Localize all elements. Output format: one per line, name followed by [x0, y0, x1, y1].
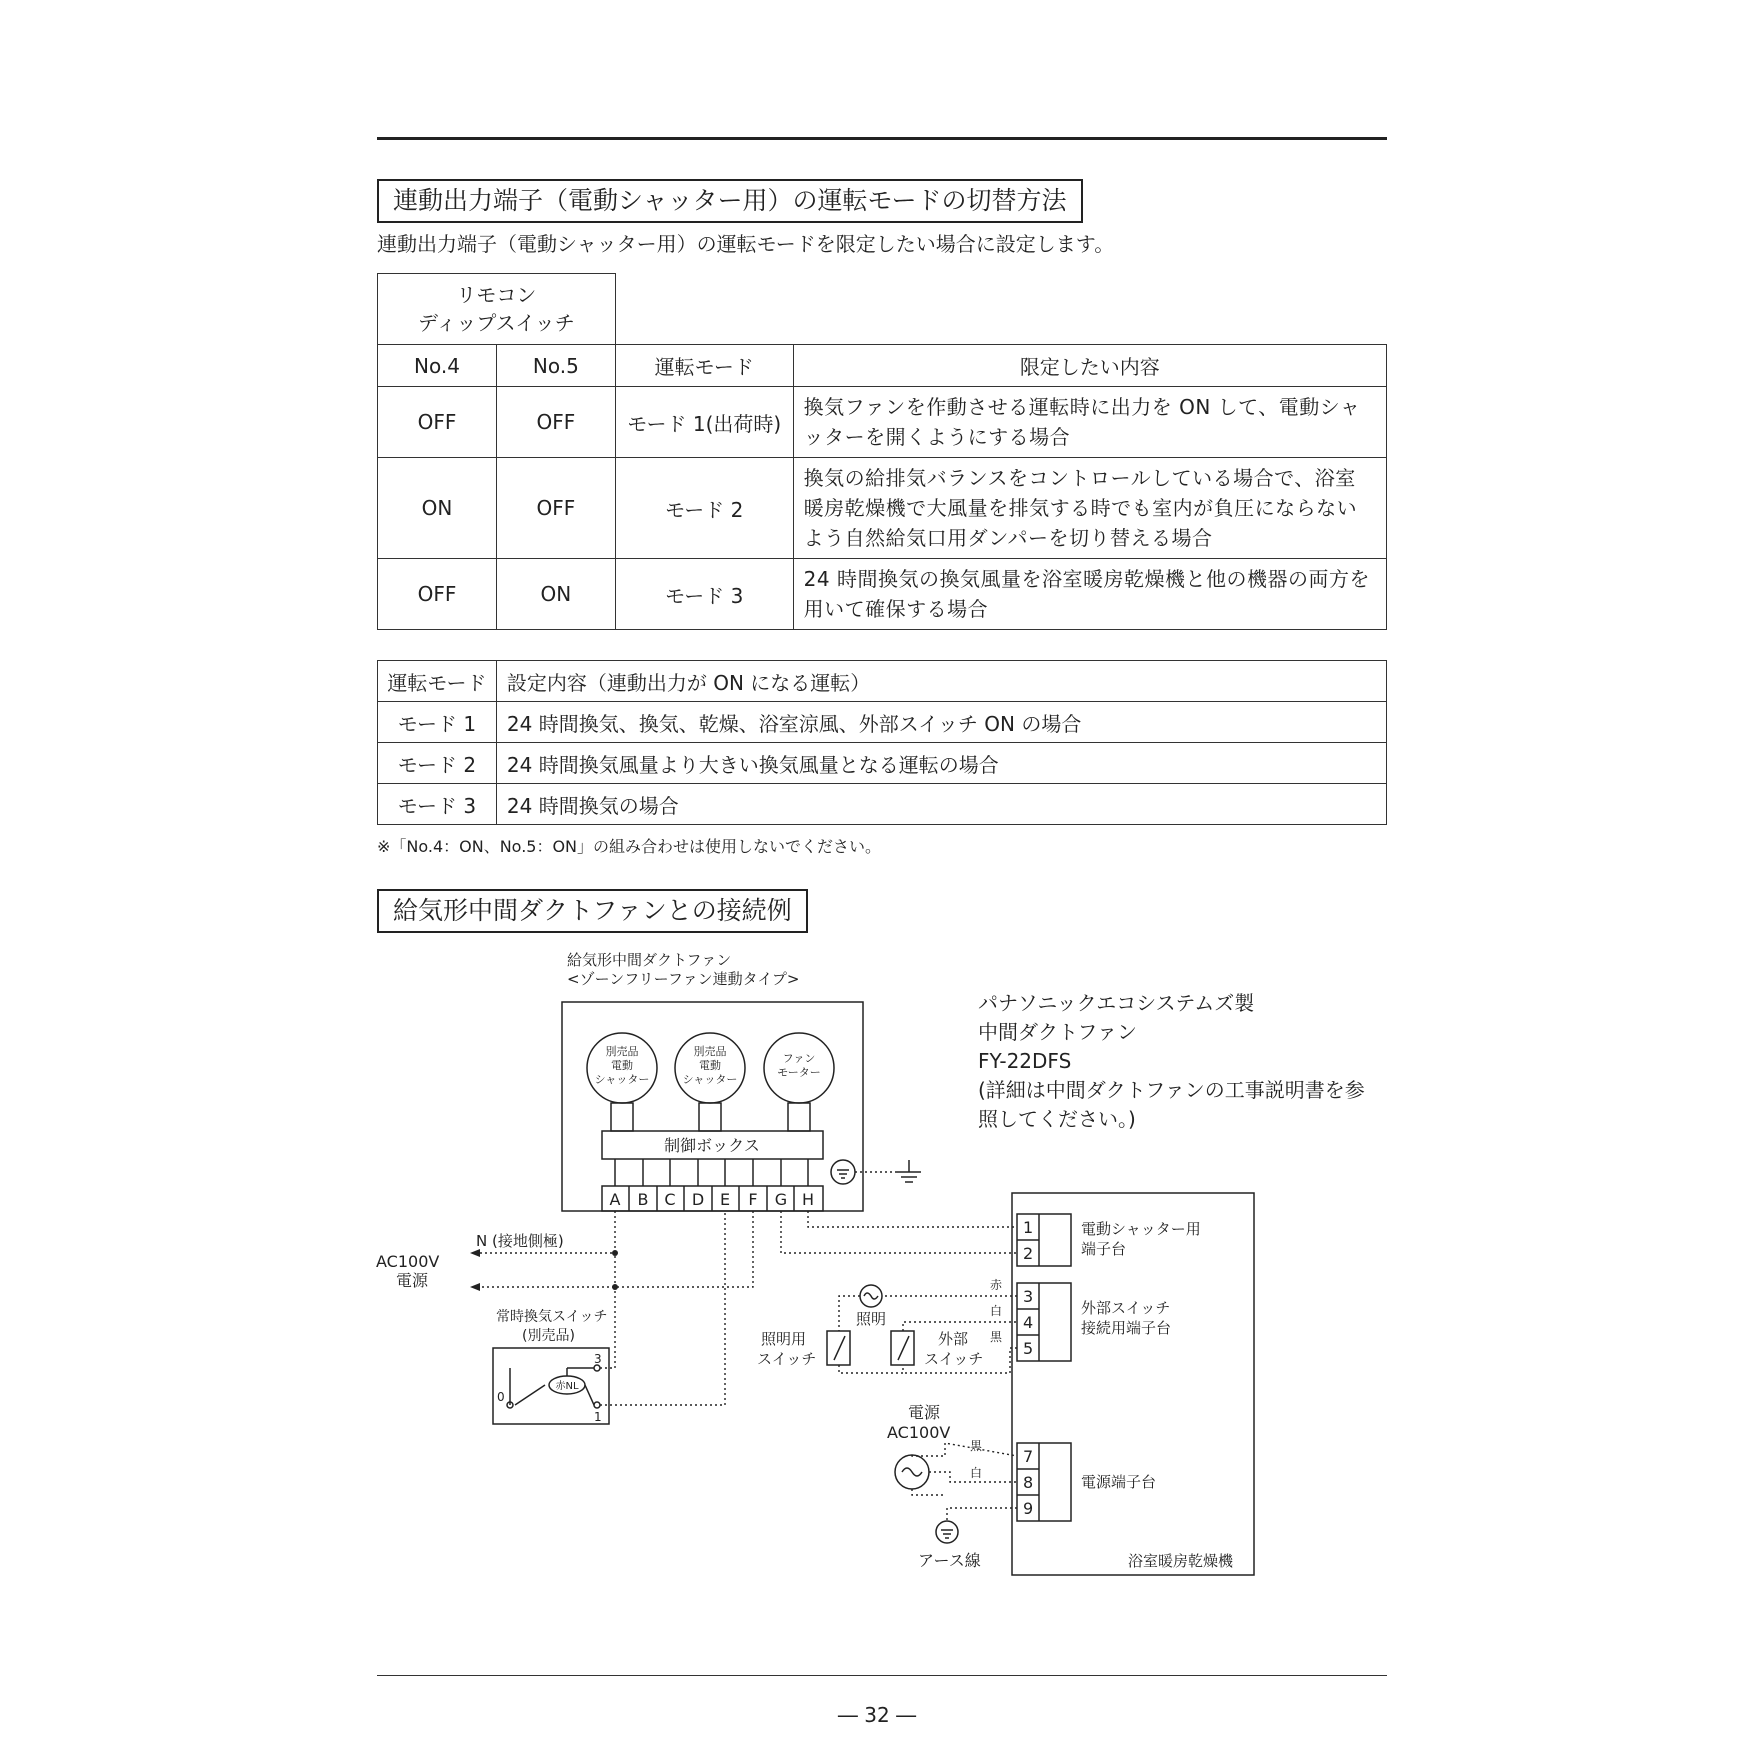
- control-box-label: 制御ボックス: [664, 1136, 760, 1155]
- header-purpose: 限定したい内容: [793, 345, 1386, 387]
- header-mode: 運転モード: [378, 661, 497, 702]
- earth-icon: [936, 1521, 958, 1543]
- table-row: モード 3 24 時間換気の場合: [378, 784, 1387, 825]
- vent-switch-label-line2: (別売品): [522, 1328, 575, 1344]
- vent-switch-label-line1: 常時換気スイッチ: [496, 1309, 608, 1325]
- header-no4: No.4: [378, 345, 497, 387]
- svg-text:外部スイッチ: 外部スイッチ: [1081, 1299, 1171, 1317]
- svg-text:黒: 黒: [990, 1330, 1003, 1344]
- section-title-connection: 給気形中間ダクトファンとの接続例: [377, 889, 808, 933]
- svg-text:照明用: 照明用: [761, 1330, 807, 1348]
- bath-dryer-unit-box: [1012, 1193, 1254, 1575]
- svg-text:9: 9: [1023, 1499, 1034, 1518]
- table-row: ON OFF モード 2 換気の給排気バランスをコントロールしている場合で、浴室暖房乾燥機で大風量を排気する時でも室内が負圧にならないよう自然給気口用ダンパーを切り替える場合: [378, 458, 1387, 559]
- svg-text:2: 2: [1023, 1244, 1034, 1263]
- product-line: 照してください。): [978, 1107, 1136, 1131]
- unit-name: 浴室暖房乾燥機: [1128, 1552, 1234, 1570]
- svg-text:赤NL: 赤NL: [555, 1381, 579, 1392]
- svg-text:シャッター: シャッター: [594, 1073, 650, 1086]
- svg-text:端子台: 端子台: [1081, 1240, 1127, 1258]
- svg-text:黒: 黒: [970, 1439, 983, 1453]
- page-number: ― 32 ―: [837, 1703, 917, 1727]
- svg-text:F: F: [748, 1190, 758, 1209]
- svg-text:C: C: [664, 1190, 676, 1209]
- svg-text:A: A: [609, 1190, 621, 1209]
- ac-label-line1: AC100V: [376, 1252, 440, 1271]
- section-title-mode-switch: 連動出力端子（電動シャッター用）の運転モードの切替方法: [377, 179, 1083, 223]
- product-line: パナソニックエコシステムズ製: [978, 991, 1255, 1015]
- power-label-line2: AC100V: [887, 1423, 951, 1442]
- table-row: OFF OFF モード 1(出荷時) 換気ファンを作動させる運転時に出力を ON して、電動シャッターを開くようにする場合: [378, 387, 1387, 458]
- section-intro: 連動出力端子（電動シャッター用）の運転モードを限定したい場合に設定します。: [377, 232, 1115, 256]
- svg-text:1: 1: [1023, 1218, 1034, 1237]
- earth-label: アース線: [918, 1551, 981, 1570]
- svg-text:4: 4: [1023, 1313, 1034, 1332]
- svg-text:0: 0: [497, 1390, 505, 1404]
- product-line: (詳細は中間ダクトファンの工事説明書を参: [978, 1078, 1365, 1102]
- usage-note: ※「No.4：ON、No.5：ON」の組み合わせは使用しないでください。: [377, 837, 882, 856]
- n-label: N (接地側極): [476, 1232, 564, 1250]
- svg-text:スイッチ: スイッチ: [757, 1350, 817, 1368]
- svg-text:別売品: 別売品: [605, 1045, 639, 1058]
- svg-text:別売品: 別売品: [693, 1045, 727, 1058]
- svg-text:3: 3: [1023, 1287, 1034, 1306]
- table-row: OFF ON モード 3 24 時間換気の換気風量を浴室暖房乾燥機と他の機器の両方を用いて確保する場合: [378, 559, 1387, 630]
- table-row: モード 1 24 時間換気、換気、乾燥、浴室涼風、外部スイッチ ON の場合: [378, 702, 1387, 743]
- svg-text:G: G: [774, 1190, 788, 1209]
- product-line: FY-22DFS: [978, 1049, 1072, 1073]
- svg-text:赤: 赤: [990, 1278, 1003, 1292]
- svg-text:電動シャッター用: 電動シャッター用: [1081, 1220, 1201, 1238]
- ground-icon: [831, 1160, 855, 1184]
- svg-text:H: H: [801, 1190, 815, 1209]
- svg-text:8: 8: [1023, 1473, 1034, 1492]
- power-label-line1: 電源: [908, 1403, 941, 1422]
- fan-title-line2: <ゾーンフリーファン連動タイプ>: [567, 970, 800, 988]
- svg-text:電動: 電動: [611, 1059, 633, 1072]
- svg-text:白: 白: [970, 1466, 983, 1480]
- svg-text:1: 1: [594, 1410, 602, 1424]
- external-switch-icon: [891, 1331, 914, 1365]
- svg-text:接続用端子台: 接続用端子台: [1081, 1319, 1172, 1337]
- svg-text:電源端子台: 電源端子台: [1081, 1473, 1157, 1491]
- svg-text:白: 白: [990, 1304, 1003, 1318]
- dip-switch-group-header: リモコン ディップスイッチ: [378, 274, 616, 345]
- svg-text:ファン: ファン: [782, 1052, 816, 1065]
- svg-text:モーター: モーター: [777, 1066, 821, 1079]
- product-line: 中間ダクトファン: [978, 1020, 1137, 1044]
- svg-text:3: 3: [594, 1352, 602, 1366]
- svg-text:E: E: [719, 1190, 731, 1209]
- header-setting: 設定内容（連動出力が ON になる運転）: [496, 661, 1386, 702]
- svg-text:スイッチ: スイッチ: [924, 1350, 984, 1368]
- light-switch-icon: [827, 1331, 850, 1365]
- svg-text:シャッター: シャッター: [682, 1073, 738, 1086]
- svg-text:B: B: [637, 1190, 649, 1209]
- svg-text:外部: 外部: [938, 1330, 969, 1348]
- header-no5: No.5: [496, 345, 615, 387]
- header-mode: 運転モード: [615, 345, 793, 387]
- bottom-rule: [377, 1675, 1387, 1676]
- svg-text:電動: 電動: [699, 1059, 721, 1072]
- fan-title-line1: 給気形中間ダクトファン: [567, 951, 732, 969]
- svg-text:7: 7: [1023, 1447, 1034, 1466]
- svg-text:5: 5: [1023, 1339, 1034, 1358]
- light-label: 照明: [856, 1310, 887, 1328]
- ac-label-line2: 電源: [396, 1271, 429, 1290]
- table-row: モード 2 24 時間換気風量より大きい換気風量となる運転の場合: [378, 743, 1387, 784]
- svg-text:D: D: [691, 1190, 705, 1209]
